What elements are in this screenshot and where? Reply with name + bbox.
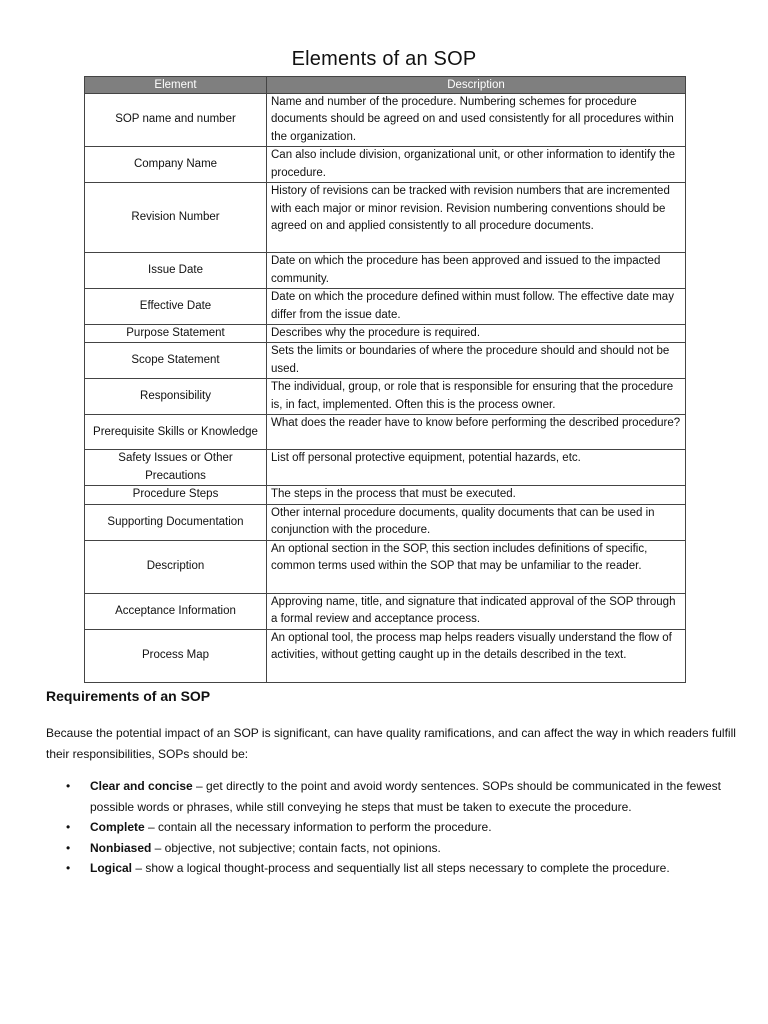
description-cell: List off personal protective equipment, potential hazards, etc. bbox=[267, 450, 686, 486]
description-cell: The steps in the process that must be executed. bbox=[267, 486, 686, 505]
column-header-description: Description bbox=[267, 77, 686, 94]
table-row bbox=[85, 450, 686, 486]
requirement-text: – objective, not subjective; contain facts, not opinions. bbox=[151, 840, 441, 855]
column-header-element: Element bbox=[85, 77, 267, 94]
description-cell: Describes why the procedure is required. bbox=[267, 325, 686, 343]
bullet-icon: • bbox=[66, 820, 71, 834]
requirement-text: – get directly to the point and avoid wordy sentences. SOPs should be communicated in the fewest possible words or phrases, while still conveying he steps that must be taken to execute the procedure. bbox=[90, 779, 722, 814]
list-item bbox=[46, 838, 726, 859]
element-cell: Effective Date bbox=[85, 289, 267, 325]
requirements-heading: Requirements of an SOP bbox=[46, 688, 211, 704]
element-cell: Responsibility bbox=[85, 379, 267, 415]
element-cell: Scope Statement bbox=[85, 343, 267, 379]
table-row bbox=[85, 253, 686, 289]
description-cell: An optional section in the SOP, this section includes definitions of specific, common terms used within the SOP that may be unfamiliar to the reader. bbox=[267, 540, 686, 593]
list-item bbox=[46, 858, 726, 879]
description-cell: Approving name, title, and signature that indicated approval of the SOP through a formal review and acceptance process. bbox=[267, 593, 686, 629]
requirement-text: – show a logical thought-process and sequentially list all steps necessary to complete the procedure. bbox=[132, 861, 670, 875]
table-row bbox=[85, 289, 686, 325]
description-cell: Sets the limits or boundaries of where the procedure should and should not be used. bbox=[267, 343, 686, 379]
element-cell: Procedure Steps bbox=[85, 486, 267, 505]
table-row bbox=[85, 415, 686, 450]
table-row bbox=[85, 379, 686, 415]
requirement-text: – contain all the necessary information to perform the procedure. bbox=[144, 820, 492, 834]
table-row bbox=[85, 147, 686, 183]
description-cell: The individual, group, or role that is responsible for ensuring that the procedure is, in fact, implemented. Often this is the process owner. bbox=[267, 379, 686, 415]
element-cell: Acceptance Information bbox=[85, 593, 267, 629]
description-cell: Date on which the procedure has been approved and issued to the impacted community. bbox=[267, 253, 686, 289]
element-cell: Revision Number bbox=[85, 183, 267, 253]
element-cell: Issue Date bbox=[85, 253, 267, 289]
list-item bbox=[46, 776, 726, 817]
elements-table bbox=[84, 76, 686, 683]
element-cell: Safety Issues or Other Precautions bbox=[85, 450, 267, 486]
table-row bbox=[85, 629, 686, 682]
description-cell: What does the reader have to know before performing the described procedure? bbox=[267, 415, 686, 450]
element-cell: Supporting Documentation bbox=[85, 505, 267, 541]
element-cell: Company Name bbox=[85, 147, 267, 183]
list-item bbox=[46, 817, 726, 838]
requirement-term: Clear and concise bbox=[90, 779, 193, 793]
requirement-term: Nonbiased bbox=[90, 840, 152, 855]
element-cell: Purpose Statement bbox=[85, 325, 267, 343]
description-cell: History of revisions can be tracked with revision numbers that are incremented with each major or minor revision. Revision numbering conventions should be agreed on and applied consistently to all procedure documents. bbox=[267, 183, 686, 253]
description-cell: Name and number of the procedure. Numbering schemes for procedure documents should be agreed on and used consistently for all procedures within the organization. bbox=[267, 94, 686, 147]
description-cell: Date on which the procedure defined within must follow. The effective date may differ from the issue date. bbox=[267, 289, 686, 325]
bullet-icon: • bbox=[66, 861, 71, 875]
description-cell: Can also include division, organizational unit, or other information to identify the procedure. bbox=[267, 147, 686, 183]
element-cell: Prerequisite Skills or Knowledge bbox=[85, 415, 267, 450]
table-row bbox=[85, 343, 686, 379]
description-cell: An optional tool, the process map helps readers visually understand the flow of activities, without getting caught up in the details described in the text. bbox=[267, 629, 686, 682]
requirement-term: Logical bbox=[90, 861, 133, 875]
description-cell: Other internal procedure documents, quality documents that can be used in conjunction with the procedure. bbox=[267, 505, 686, 541]
table-row bbox=[85, 593, 686, 629]
table-row bbox=[85, 486, 686, 505]
element-cell: Process Map bbox=[85, 629, 267, 682]
element-cell: Description bbox=[85, 540, 267, 593]
requirements-list bbox=[46, 776, 726, 879]
table-header-row bbox=[85, 77, 686, 94]
table-row bbox=[85, 325, 686, 343]
bullet-icon: • bbox=[66, 840, 71, 855]
page-title: Elements of an SOP bbox=[291, 48, 477, 70]
table-row bbox=[85, 183, 686, 253]
requirement-term: Complete bbox=[90, 820, 145, 834]
table-row bbox=[85, 540, 686, 593]
bullet-icon: • bbox=[66, 779, 71, 793]
table-row bbox=[85, 505, 686, 541]
requirements-intro: Because the potential impact of an SOP is significant, can have quality ramifications, and can affect the way in which readers fulfill their responsibilities, SOPs should be: bbox=[46, 726, 736, 761]
table-row bbox=[85, 94, 686, 147]
element-cell: SOP name and number bbox=[85, 94, 267, 147]
